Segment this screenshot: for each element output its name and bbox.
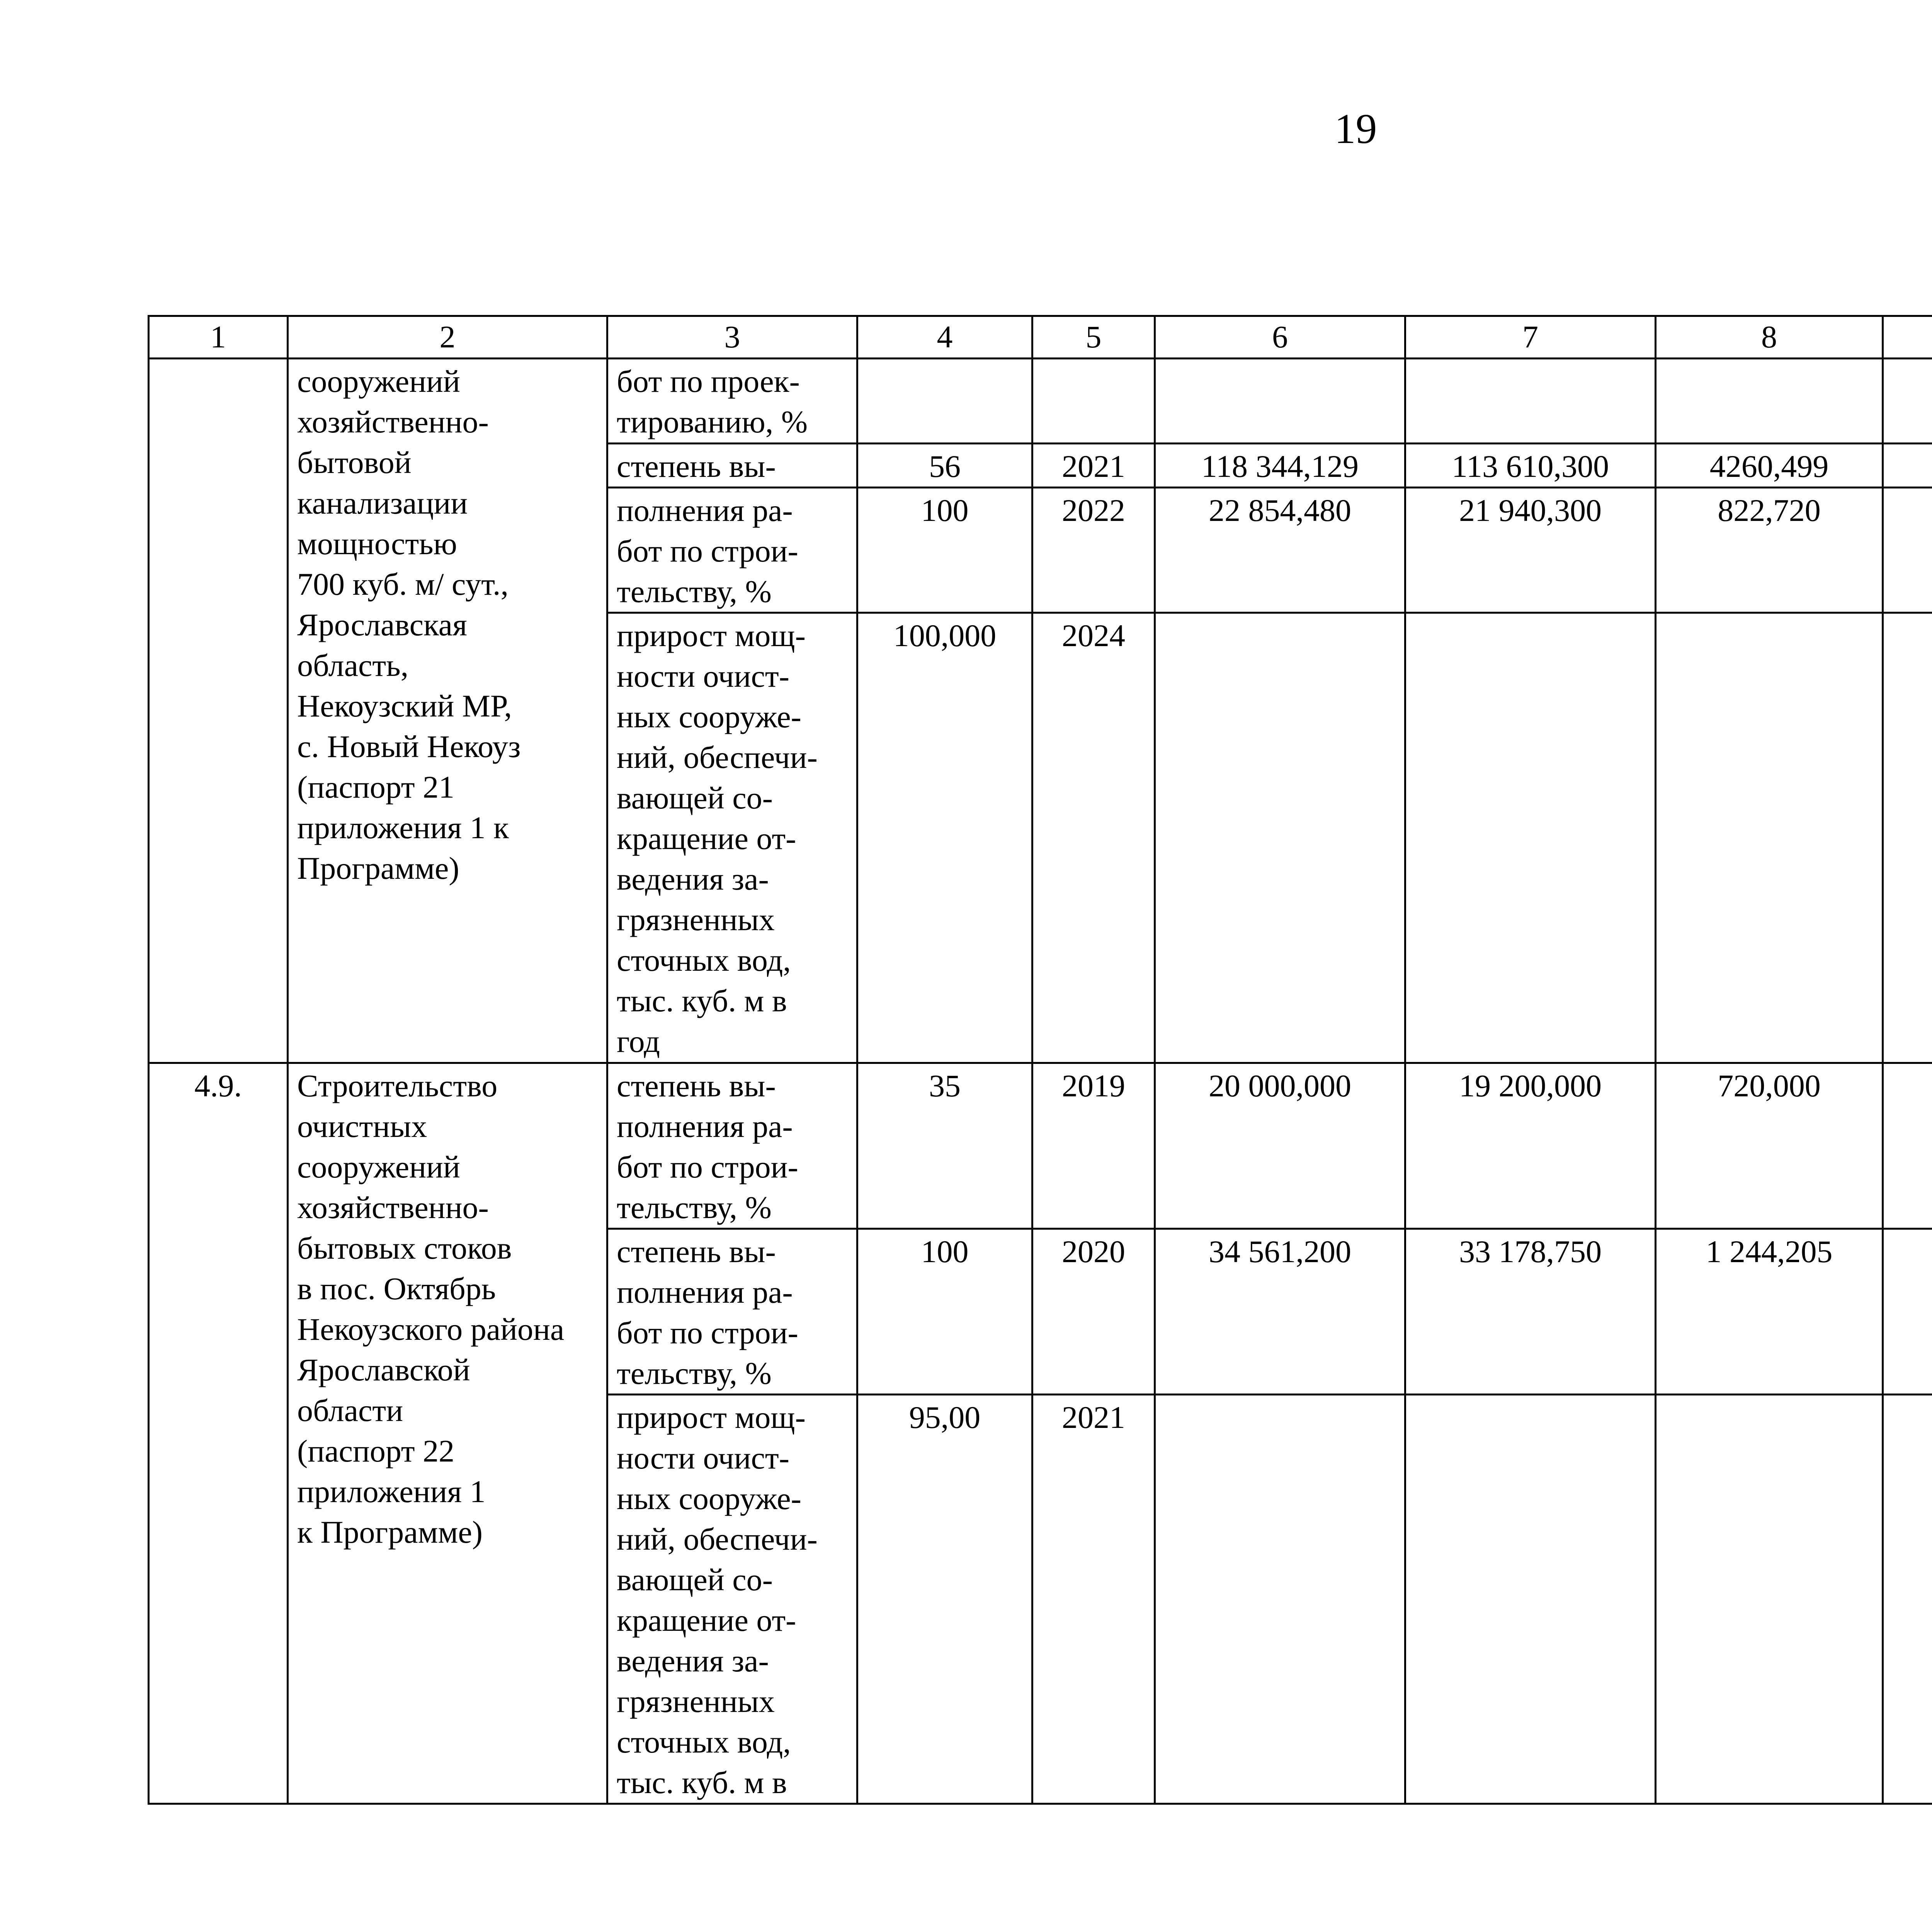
indicator-cell: степень вы- (607, 444, 857, 488)
col-header-9 (1883, 316, 1932, 359)
empty-cell (1883, 359, 1932, 444)
empty-cell (1155, 1395, 1405, 1804)
table-row (149, 1063, 1932, 1229)
row-number-cell (149, 359, 288, 1063)
total-cell: 22 854,480 (1155, 488, 1405, 613)
total-cell: 34 561,200 (1155, 1229, 1405, 1395)
col-header-4: 4 (857, 316, 1032, 359)
indicator-cell: прирост мощ- ности очист- ных сооруже- ний, обеспечи- вающей со- кращение от- ведения за- грязненных сточных вод, тыс. куб. м в (607, 1395, 857, 1804)
table-row (149, 359, 1932, 444)
empty-cell (1405, 1395, 1656, 1804)
indicator-value-cell: 95,00 (857, 1395, 1032, 1804)
year-cell: 2022 (1032, 488, 1155, 613)
total-cell: 20 000,000 (1155, 1063, 1405, 1229)
year-cell: 2021 (1032, 1395, 1155, 1804)
object-name-cell: Строительство очистных сооружений хозяйственно- бытовых стоков в пос. Октябрь Некоузского района Ярославской области (паспорт 22 приложения 1 к Программе) (288, 1063, 607, 1804)
indicator-value-cell: 56 (857, 444, 1032, 488)
col-header-7: 7 (1405, 316, 1656, 359)
local-budget-cell (1883, 444, 1932, 488)
col-header-1: 1 (149, 316, 288, 359)
col-header-5: 5 (1032, 316, 1155, 359)
indicator-value-cell: 100 (857, 488, 1032, 613)
local-budget-cell (1883, 1063, 1932, 1229)
empty-cell (1656, 613, 1883, 1063)
empty-cell (1883, 613, 1932, 1063)
year-cell: 2021 (1032, 444, 1155, 488)
indicator-cell: бот по проек- тированию, % (607, 359, 857, 444)
total-cell: 118 344,129 (1155, 444, 1405, 488)
indicator-cell: полнения ра- бот по строи- тельству, % (607, 488, 857, 613)
empty-cell (1883, 1395, 1932, 1804)
indicator-cell: прирост мощ- ности очист- ных сооруже- ний, обеспечи- вающей со- кращение от- ведения за- грязненных сточных вод, тыс. куб. м в год (607, 613, 857, 1063)
indicator-cell: степень вы- полнения ра- бот по строи- тельству, % (607, 1063, 857, 1229)
page-number: 19 (1334, 105, 1377, 152)
federal-budget-cell: 113 610,300 (1405, 444, 1656, 488)
local-budget-cell (1883, 488, 1932, 613)
federal-budget-cell: 19 200,000 (1405, 1063, 1656, 1229)
col-header-6: 6 (1155, 316, 1405, 359)
empty-cell (1405, 359, 1656, 444)
federal-budget-cell: 33 178,750 (1405, 1229, 1656, 1395)
federal-budget-cell: 21 940,300 (1405, 488, 1656, 613)
col-header-3: 3 (607, 316, 857, 359)
regional-budget-cell: 4260,499 (1656, 444, 1883, 488)
col-header-8: 8 (1656, 316, 1883, 359)
empty-cell (1656, 359, 1883, 444)
indicator-value-cell: 35 (857, 1063, 1032, 1229)
year-cell: 2020 (1032, 1229, 1155, 1395)
empty-cell (1032, 359, 1155, 444)
indicator-value-cell: 100,000 (857, 613, 1032, 1063)
regional-budget-cell: 1 244,205 (1656, 1229, 1883, 1395)
empty-cell (1155, 359, 1405, 444)
indicator-value-cell: 100 (857, 1229, 1032, 1395)
year-cell: 2024 (1032, 613, 1155, 1063)
row-number-cell: 4.9. (149, 1063, 288, 1804)
regional-budget-cell: 822,720 (1656, 488, 1883, 613)
program-table (148, 315, 1932, 1805)
object-name-cell: сооружений хозяйственно- бытовой канализации мощностью 700 куб. м/ сут., Ярославская область, Некоузский МР, с. Новый Некоуз (паспорт 21 приложения 1 к Программе) (288, 359, 607, 1063)
empty-cell (1155, 613, 1405, 1063)
col-header-2: 2 (288, 316, 607, 359)
local-budget-cell (1883, 1229, 1932, 1395)
empty-cell (857, 359, 1032, 444)
year-cell: 2019 (1032, 1063, 1155, 1229)
empty-cell (1656, 1395, 1883, 1804)
column-numbers-row (149, 316, 1932, 359)
indicator-cell: степень вы- полнения ра- бот по строи- тельству, % (607, 1229, 857, 1395)
regional-budget-cell: 720,000 (1656, 1063, 1883, 1229)
empty-cell (1405, 613, 1656, 1063)
